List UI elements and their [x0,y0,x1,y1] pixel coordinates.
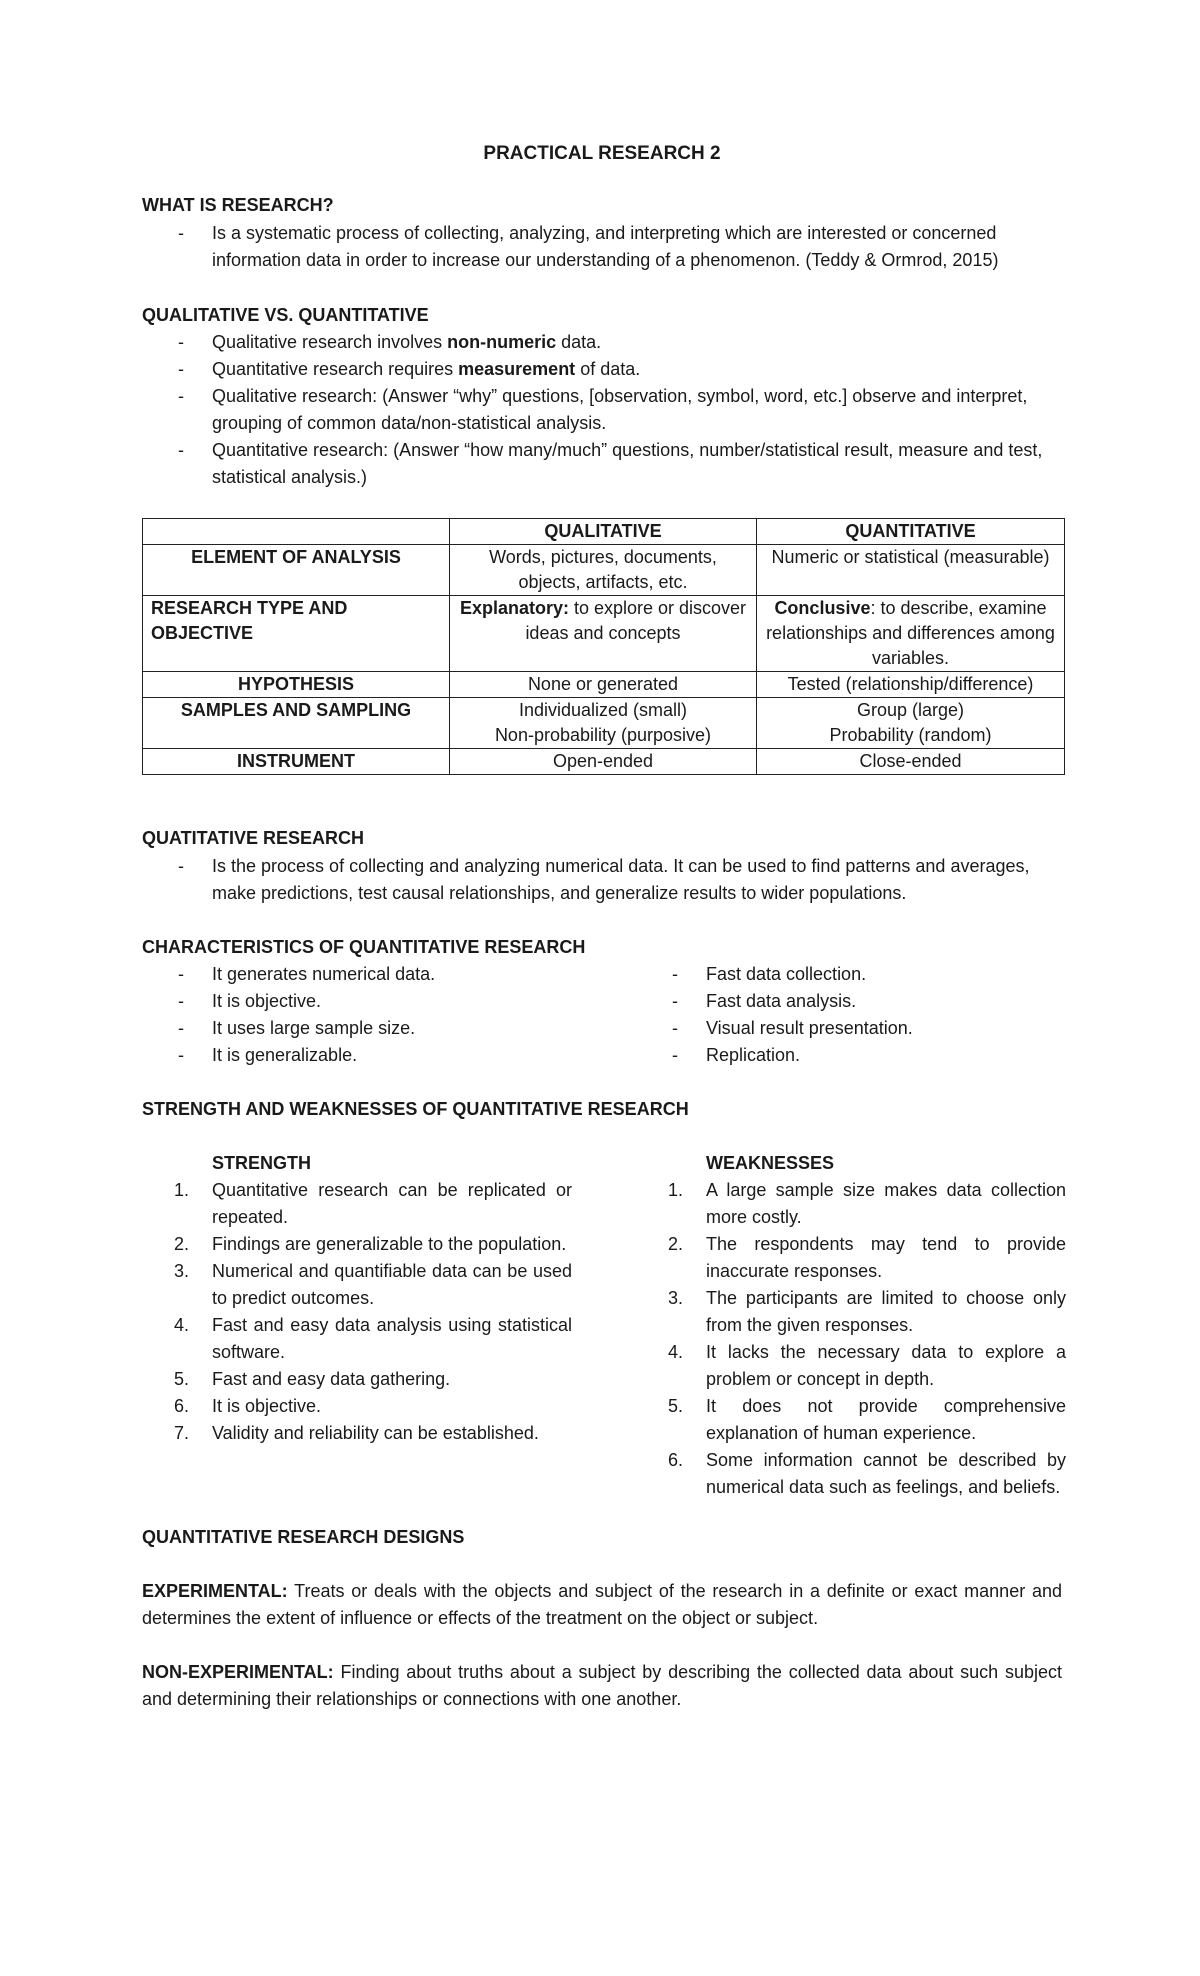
row-label: RESEARCH TYPE AND OBJECTIVE [143,596,450,672]
table-cell: Words, pictures, documents, objects, artifacts, etc. [450,545,757,596]
table-row [143,596,1065,672]
list-item: 3. The participants are limited to choose only from the given responses. [668,1288,1066,1335]
nonexperimental-label: NON-EXPERIMENTAL: [142,1662,334,1682]
weakness-heading: WEAKNESSES [706,1153,835,1173]
row-label: ELEMENT OF ANALYSIS [143,545,450,596]
document-title: PRACTICAL RESEARCH 2 [483,143,721,164]
weaknesses-list [636,1177,1066,1501]
table-row [143,672,1065,698]
list-item: 4. Fast and easy data analysis using statistical software. [174,1315,572,1362]
table-header-cell: QUALITATIVE [450,519,757,545]
experimental-paragraph: EXPERIMENTAL: Treats or deals with the objects and subject of the research in a definite or exact manner and determines the extent of influence or effects of the treatment on the object or subject. [142,1581,1062,1628]
characteristics-left-list [142,961,572,1069]
table-cell: Group (large) Probability (random) [757,698,1065,749]
experimental-label: EXPERIMENTAL: [142,1581,288,1601]
table-cell: Conclusive: to describe, examine relationships and differences among variables. [757,596,1065,672]
list-item: 5. It does not provide comprehensive explanation of human experience. [668,1396,1066,1443]
table-cell: Individualized (small) Non-probability (purposive) [450,698,757,749]
qual-vs-quant-list [142,329,1062,491]
heading-what-is-research: WHAT IS RESEARCH? [142,195,334,215]
row-label: SAMPLES AND SAMPLING [143,698,450,749]
heading-research-designs: QUANTITATIVE RESEARCH DESIGNS [142,1527,465,1547]
list-item: - Visual result presentation. [636,1015,1066,1042]
row-label: INSTRUMENT [143,749,450,775]
list-item: 4. It lacks the necessary data to explore a problem or concept in depth. [668,1342,1066,1389]
list-item: - Replication. [636,1042,1066,1069]
list-item: 5. Fast and easy data gathering. [174,1369,451,1389]
list-item: 7. Validity and reliability can be established. [174,1423,539,1443]
list-item: - It uses large sample size. [142,1015,572,1042]
nonexperimental-paragraph: NON-EXPERIMENTAL: Finding about truths about a subject by describing the collected data about such subject and determining their relationships or connections with one another. [142,1662,1062,1709]
list-item: - Is the process of collecting and analyzing numerical data. It can be used to find patterns and averages, make predictions, test causal relationships, and generalize results to wider populations. [142,853,1062,907]
list-item: 3. Numerical and quantifiable data can be used to predict outcomes. [174,1261,572,1308]
table-cell: Open-ended [450,749,757,775]
list-item: - It generates numerical data. [142,961,572,988]
table-row [143,545,1065,596]
quant-research-list [142,853,1062,907]
list-item: - It is generalizable. [142,1042,572,1069]
table-header-row [143,519,1065,545]
heading-qual-vs-quant: QUALITATIVE VS. QUANTITATIVE [142,305,429,325]
table-cell: None or generated [450,672,757,698]
list-item: 1. Quantitative research can be replicated or repeated. [174,1180,572,1227]
list-item: - Qualitative research: (Answer “why” questions, [observation, symbol, word, etc.] observe and interpret, grouping of common data/non-statistical analysis. [142,383,1062,437]
list-item: 1. A large sample size makes data collection more costly. [668,1180,1066,1227]
table-cell: Numeric or statistical (measurable) [757,545,1065,596]
list-item: - It is objective. [142,988,572,1015]
list-item: - Quantitative research requires measurement of data. [142,356,1062,383]
strengths-list [142,1177,572,1447]
list-item: 2. The respondents may tend to provide inaccurate responses. [668,1234,1066,1281]
heading-characteristics: CHARACTERISTICS OF QUANTITATIVE RESEARCH [142,937,586,957]
list-item: - Quantitative research: (Answer “how many/much” questions, number/statistical result, measure and test, statistical analysis.) [142,437,1062,491]
row-label: HYPOTHESIS [143,672,450,698]
comparison-table [142,518,1065,775]
list-item: - Fast data collection. [636,961,1066,988]
strength-heading: STRENGTH [212,1153,311,1173]
list-item: - Qualitative research involves non-numeric data. [142,329,1062,356]
list-item: 2. Findings are generalizable to the population. [174,1234,567,1254]
list-item: 6. Some information cannot be described by numerical data such as feelings, and beliefs. [668,1450,1066,1497]
characteristics-right-list [636,961,1066,1069]
table-header-cell: QUANTITATIVE [757,519,1065,545]
what-is-research-list [142,220,1062,274]
table-cell: Close-ended [757,749,1065,775]
list-item: - Is a systematic process of collecting, analyzing, and interpreting which are interested or concerned information data in order to increase our understanding of a phenomenon. (Teddy & Ormrod, 2015) [142,220,1062,274]
table-row [143,698,1065,749]
table-cell: Explanatory: to explore or discover ideas and concepts [450,596,757,672]
list-item: 6. It is objective. [174,1396,322,1416]
table-header-cell [143,519,450,545]
heading-quant-research: QUATITATIVE RESEARCH [142,828,365,848]
heading-strengths-weaknesses: STRENGTH AND WEAKNESSES OF QUANTITATIVE RESEARCH [142,1099,689,1119]
list-item: - Fast data analysis. [636,988,1066,1015]
table-row [143,749,1065,775]
table-cell: Tested (relationship/difference) [757,672,1065,698]
